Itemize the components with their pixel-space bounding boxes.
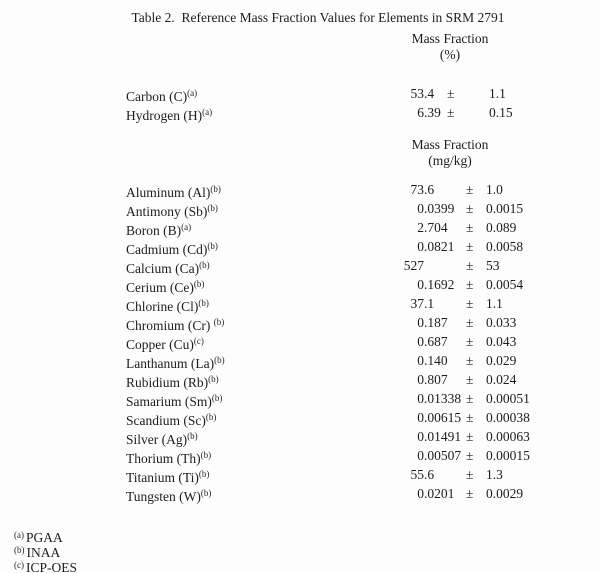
method-footnote-marker: (b) (214, 355, 225, 365)
plus-minus-symbol: ± (466, 448, 474, 463)
method-footnote-marker: (b) (211, 393, 223, 403)
value-fraction-part: .807 (424, 372, 448, 387)
value-integer-part: 0 (417, 315, 424, 330)
value-fraction-part: .187 (424, 315, 448, 330)
uncertainty-value: 0.043 (486, 334, 517, 349)
method-footnote-marker: (a) (187, 88, 198, 98)
element-name (126, 484, 211, 506)
footnote-text: PGAA (26, 530, 63, 545)
plus-minus-symbol: ± (466, 220, 474, 235)
uncertainty-value: 0.00063 (486, 429, 530, 444)
value-fraction-part: .704 (424, 220, 448, 235)
uncertainty-value: 53 (486, 258, 500, 273)
table-row (0, 294, 600, 313)
table-row (0, 199, 600, 218)
plus-minus-symbol: ± (466, 182, 474, 197)
value-integer-part: 2 (417, 220, 424, 235)
element-label: Samarium (Sm) (126, 394, 212, 409)
value-fraction-part: .01491 (424, 429, 462, 444)
table-row (0, 484, 600, 503)
footnote-marker: (a) (14, 530, 24, 540)
footnote-marker: (c) (14, 560, 24, 570)
plus-minus-symbol: ± (466, 429, 474, 444)
uncertainty-value: 1.1 (489, 86, 506, 101)
table-row (0, 427, 600, 446)
uncertainty-value: 1.1 (486, 296, 503, 311)
method-footnote-marker: (b) (208, 374, 219, 384)
footnote (14, 558, 77, 573)
table-row (0, 256, 600, 275)
uncertainty-value: 0.0058 (486, 239, 524, 254)
value-integer-part: 0 (417, 448, 424, 463)
table-row (0, 446, 600, 465)
footnote-text: INAA (26, 545, 61, 560)
uncertainty-value: 0.029 (486, 353, 517, 368)
element-label: Boron (B) (126, 223, 182, 238)
method-footnote-marker: (b) (207, 241, 218, 251)
uncertainty-value: 0.033 (486, 315, 517, 330)
element-label: Tungsten (W) (126, 489, 201, 504)
uncertainty-value: 0.00038 (486, 410, 530, 425)
table-row (0, 389, 600, 408)
method-footnote-marker: (b) (200, 488, 212, 498)
element-label: Hydrogen (H) (126, 108, 203, 123)
value-fraction-part: .01338 (424, 391, 462, 406)
table-row (0, 313, 600, 332)
table-row (0, 332, 600, 351)
value-integer-part: 0 (417, 429, 424, 444)
value-integer-part: 0 (417, 334, 424, 349)
column-header-mgkg (350, 137, 550, 169)
value-fraction-part: .39 (424, 105, 441, 120)
value-integer-part: 0 (417, 201, 424, 216)
column-header-unit: (mg/kg) (428, 153, 472, 168)
plus-minus-symbol: ± (466, 372, 474, 387)
table-row (0, 408, 600, 427)
uncertainty-value: 0.00051 (486, 391, 530, 406)
uncertainty-value: 0.15 (489, 105, 513, 120)
value-integer-part: 0 (417, 391, 424, 406)
method-footnote-marker: (b) (198, 298, 209, 308)
method-footnote-marker: (b) (207, 203, 218, 213)
value-integer-part: 6 (417, 105, 424, 120)
value-integer-part: 0 (417, 410, 424, 425)
element-label: Aluminum (Al) (126, 185, 211, 200)
element-label: Rubidium (Rb) (126, 375, 209, 390)
value-integer-part: 0 (417, 486, 424, 501)
column-header-label: Mass Fraction (411, 137, 489, 152)
table-row (0, 84, 600, 103)
element-label: Chlorine (Cl) (126, 299, 199, 314)
value-integer-part: 0 (417, 372, 424, 387)
uncertainty-value: 0.00015 (486, 448, 530, 463)
value-integer-part: 527 (403, 258, 424, 273)
element-label: Titanium (Ti) (126, 470, 199, 485)
element-label: Calcium (Ca) (126, 261, 200, 276)
plus-minus-symbol: ± (466, 201, 474, 216)
plus-minus-symbol: ± (466, 467, 474, 482)
uncertainty-value: 0.024 (486, 372, 517, 387)
element-label: Lanthanum (La) (126, 356, 215, 371)
plus-minus-symbol: ± (447, 86, 455, 101)
value-fraction-part: .4 (424, 86, 435, 101)
method-footnote-marker: (b) (213, 317, 225, 327)
value-fraction-part: .6 (424, 182, 435, 197)
footnote-text: ICP-OES (26, 560, 78, 573)
uncertainty-value: 1.0 (486, 182, 503, 197)
value-fraction-part: .687 (424, 334, 448, 349)
column-header-label: Mass Fraction (411, 31, 489, 46)
plus-minus-symbol: ± (466, 239, 474, 254)
value-integer-part: 0 (417, 239, 424, 254)
element-label: Carbon (C) (126, 89, 188, 104)
plus-minus-symbol: ± (466, 353, 474, 368)
table-row (0, 180, 600, 199)
table-row (0, 218, 600, 237)
plus-minus-symbol: ± (466, 486, 474, 501)
uncertainty-value: 1.3 (486, 467, 503, 482)
table-title: Table 2. Reference Mass Fraction Values for Elements in SRM 2791 (131, 10, 505, 25)
method-footnote-marker: (b) (205, 412, 217, 422)
column-header-percent (350, 31, 550, 63)
value-fraction-part: .1 (424, 296, 435, 311)
plus-minus-symbol: ± (466, 391, 474, 406)
plus-minus-symbol: ± (466, 258, 474, 273)
method-footnote-marker: (c) (193, 336, 204, 346)
element-label: Scandium (Sc) (126, 413, 206, 428)
uncertainty-value: 0.0015 (486, 201, 524, 216)
plus-minus-symbol: ± (447, 105, 455, 120)
value-integer-part: 0 (417, 353, 424, 368)
value-integer-part: 53 (410, 86, 424, 101)
method-footnote-marker: (b) (199, 260, 210, 270)
element-name (126, 103, 212, 125)
uncertainty-value: 0.0054 (486, 277, 524, 292)
value-integer-part: 0 (417, 277, 424, 292)
method-footnote-marker: (b) (187, 431, 198, 441)
table-row (0, 351, 600, 370)
table-row (0, 103, 600, 122)
plus-minus-symbol: ± (466, 410, 474, 425)
plus-minus-symbol: ± (466, 334, 474, 349)
table-row (0, 275, 600, 294)
value-fraction-part: .0821 (424, 239, 455, 254)
element-label: Cerium (Ce) (126, 280, 194, 295)
method-footnote-marker: (b) (198, 469, 210, 479)
method-footnote-marker: (b) (193, 279, 205, 289)
table-row (0, 370, 600, 389)
column-header-unit: (%) (439, 47, 461, 62)
value-integer-part: 55 (410, 467, 424, 482)
method-footnote-marker: (b) (200, 450, 212, 460)
element-label: Chromium (Cr) (126, 318, 214, 333)
element-label: Cadmium (Cd) (126, 242, 208, 257)
table-row (0, 465, 600, 484)
plus-minus-symbol: ± (466, 296, 474, 311)
value-integer-part: 73 (410, 182, 424, 197)
value-fraction-part: .1692 (424, 277, 455, 292)
element-label: Copper (Cu) (126, 337, 194, 352)
value-fraction-part: .0201 (424, 486, 455, 501)
method-footnote-marker: (b) (210, 184, 221, 194)
plus-minus-symbol: ± (466, 277, 474, 292)
footnote (14, 528, 63, 543)
uncertainty-value: 0.089 (486, 220, 517, 235)
element-label: Antimony (Sb) (126, 204, 208, 219)
element-label: Silver (Ag) (126, 432, 188, 447)
value-fraction-part: .00615 (424, 410, 462, 425)
footnote-marker: (b) (14, 545, 25, 555)
value-integer-part: 37 (410, 296, 424, 311)
value-fraction-part: .6 (424, 467, 435, 482)
method-footnote-marker: (a) (181, 222, 192, 232)
value-fraction-part: .00507 (424, 448, 462, 463)
value-fraction-part: .0399 (424, 201, 455, 216)
uncertainty-value: 0.0029 (486, 486, 524, 501)
element-label: Thorium (Th) (126, 451, 201, 466)
footnote (14, 543, 60, 558)
method-footnote-marker: (a) (202, 107, 213, 117)
value-fraction-part: .140 (424, 353, 448, 368)
table-row (0, 237, 600, 256)
plus-minus-symbol: ± (466, 315, 474, 330)
